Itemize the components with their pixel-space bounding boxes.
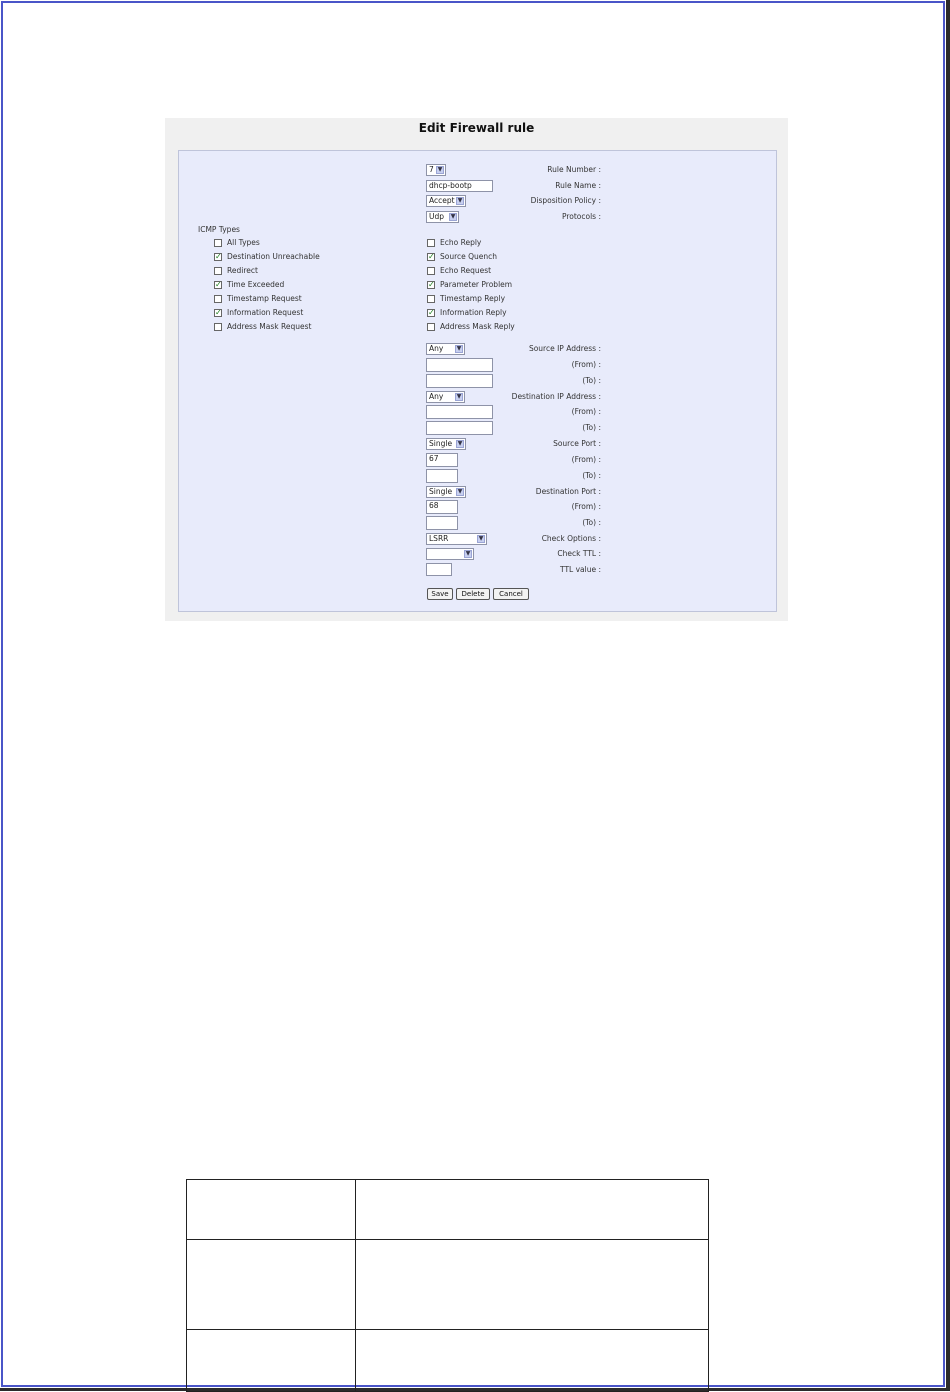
source-ip-from-input[interactable] <box>426 358 493 372</box>
icmp-checkbox[interactable] <box>214 281 222 289</box>
table-cell <box>187 1240 356 1330</box>
check-ttl-label: Check TTL : <box>557 549 601 558</box>
table-row <box>187 1240 709 1330</box>
dest-ip-label: Destination IP Address : <box>511 392 601 401</box>
ttl-value-input[interactable] <box>426 563 452 576</box>
ttl-value-label: TTL value : <box>560 565 601 574</box>
chevron-down-icon: ▼ <box>465 550 471 557</box>
source-port-from-label: (From) : <box>571 455 601 464</box>
icmp-checkbox-label: Parameter Problem <box>440 280 513 289</box>
dest-ip-value: Any <box>429 392 444 401</box>
icmp-checkbox[interactable] <box>427 267 435 275</box>
icmp-checkbox[interactable] <box>214 295 222 303</box>
icmp-checkbox[interactable] <box>427 309 435 317</box>
checkmark-icon: ✓ <box>215 252 222 261</box>
source-port-select[interactable] <box>426 438 466 450</box>
dest-port-to-label: (To) : <box>582 518 601 527</box>
source-ip-to-label: (To) : <box>582 376 601 385</box>
page-edge-right <box>946 0 950 1391</box>
source-port-value: Single <box>429 439 453 448</box>
chevron-down-icon: ▼ <box>457 440 463 447</box>
parameter-table <box>186 1179 709 1392</box>
dest-ip-to-label: (To) : <box>582 423 601 432</box>
disposition-policy-select[interactable] <box>426 195 466 207</box>
checkmark-icon: ✓ <box>215 308 222 317</box>
save-button[interactable]: Save <box>427 588 453 600</box>
disposition-policy-value: Accept <box>429 196 455 205</box>
chevron-down-icon: ▼ <box>456 345 462 352</box>
rule-name-label: Rule Name : <box>555 181 601 190</box>
checkmark-icon: ✓ <box>428 280 435 289</box>
icmp-checkbox[interactable] <box>214 267 222 275</box>
rule-number-select[interactable] <box>426 164 446 176</box>
cancel-button[interactable]: Cancel <box>493 588 529 600</box>
dest-port-label: Destination Port : <box>535 487 601 496</box>
protocols-value: Udp <box>429 212 445 221</box>
checkmark-icon: ✓ <box>215 280 222 289</box>
icmp-checkbox-label: Destination Unreachable <box>227 252 320 261</box>
dest-port-to-input[interactable] <box>426 516 458 530</box>
icmp-checkbox-label: Information Request <box>227 308 304 317</box>
icmp-types-title: ICMP Types <box>198 225 240 234</box>
icmp-checkbox[interactable] <box>427 295 435 303</box>
checkmark-icon: ✓ <box>428 252 435 261</box>
icmp-checkbox[interactable] <box>214 323 222 331</box>
icmp-checkbox-label: All Types <box>227 238 260 247</box>
check-ttl-select[interactable] <box>426 548 474 560</box>
source-port-to-input[interactable] <box>426 469 458 483</box>
table-cell <box>187 1180 356 1240</box>
chevron-down-icon: ▼ <box>450 213 456 220</box>
checkmark-icon: ✓ <box>428 308 435 317</box>
table-row <box>187 1330 709 1392</box>
icmp-checkbox[interactable] <box>214 309 222 317</box>
icmp-checkbox-label: Source Quench <box>440 252 498 261</box>
icmp-checkbox[interactable] <box>427 281 435 289</box>
icmp-checkbox-label: Address Mask Reply <box>440 322 515 331</box>
icmp-checkbox-label: Echo Request <box>440 266 492 275</box>
source-ip-value: Any <box>429 344 444 353</box>
chevron-down-icon: ▼ <box>457 197 463 204</box>
icmp-checkbox[interactable] <box>214 253 222 261</box>
source-ip-to-input[interactable] <box>426 374 493 388</box>
source-port-from-input[interactable]: 67 <box>426 453 458 467</box>
source-port-to-label: (To) : <box>582 471 601 480</box>
check-options-value: LSRR <box>429 534 449 543</box>
page-title: Edit Firewall rule <box>418 121 535 135</box>
table-cell <box>356 1180 709 1240</box>
icmp-checkbox[interactable] <box>427 239 435 247</box>
dest-port-from-label: (From) : <box>571 502 601 511</box>
dest-ip-from-label: (From) : <box>571 407 601 416</box>
table-row <box>187 1180 709 1240</box>
dest-port-value: Single <box>429 487 453 496</box>
delete-button[interactable]: Delete <box>456 588 490 600</box>
rule-number-value: 7 <box>429 165 434 174</box>
dest-port-select[interactable] <box>426 486 466 498</box>
source-ip-from-label: (From) : <box>571 360 601 369</box>
dest-ip-to-input[interactable] <box>426 421 493 435</box>
icmp-checkbox[interactable] <box>427 253 435 261</box>
table-cell <box>187 1330 356 1392</box>
chevron-down-icon: ▼ <box>457 488 463 495</box>
table-cell <box>356 1330 709 1392</box>
icmp-checkbox[interactable] <box>214 239 222 247</box>
dest-port-from-input[interactable]: 68 <box>426 500 458 514</box>
icmp-checkbox-label: Time Exceeded <box>227 280 285 289</box>
icmp-checkbox-label: Redirect <box>227 266 258 275</box>
check-options-select[interactable] <box>426 533 487 545</box>
icmp-checkbox-label: Information Reply <box>440 308 507 317</box>
chevron-down-icon: ▼ <box>437 166 443 173</box>
chevron-down-icon: ▼ <box>456 393 462 400</box>
dest-ip-from-input[interactable] <box>426 405 493 419</box>
source-port-label: Source Port : <box>553 439 601 448</box>
disposition-policy-label: Disposition Policy : <box>530 196 601 205</box>
icmp-checkbox[interactable] <box>427 323 435 331</box>
protocols-label: Protocols : <box>561 212 601 221</box>
source-ip-select[interactable] <box>426 343 465 355</box>
rule-number-label: Rule Number : <box>547 165 601 174</box>
icmp-checkbox-label: Echo Reply <box>440 238 482 247</box>
dest-ip-select[interactable] <box>426 391 465 403</box>
icmp-checkbox-label: Address Mask Request <box>227 322 312 331</box>
firewall-rule-form <box>178 150 777 612</box>
protocols-select[interactable] <box>426 211 459 223</box>
table-cell <box>356 1240 709 1330</box>
rule-name-input[interactable]: dhcp-bootp <box>426 180 493 192</box>
chevron-down-icon: ▼ <box>478 535 484 542</box>
check-options-label: Check Options : <box>541 534 601 543</box>
icmp-checkbox-label: Timestamp Reply <box>440 294 506 303</box>
source-ip-label: Source IP Address : <box>528 344 601 353</box>
icmp-checkbox-label: Timestamp Request <box>227 294 302 303</box>
